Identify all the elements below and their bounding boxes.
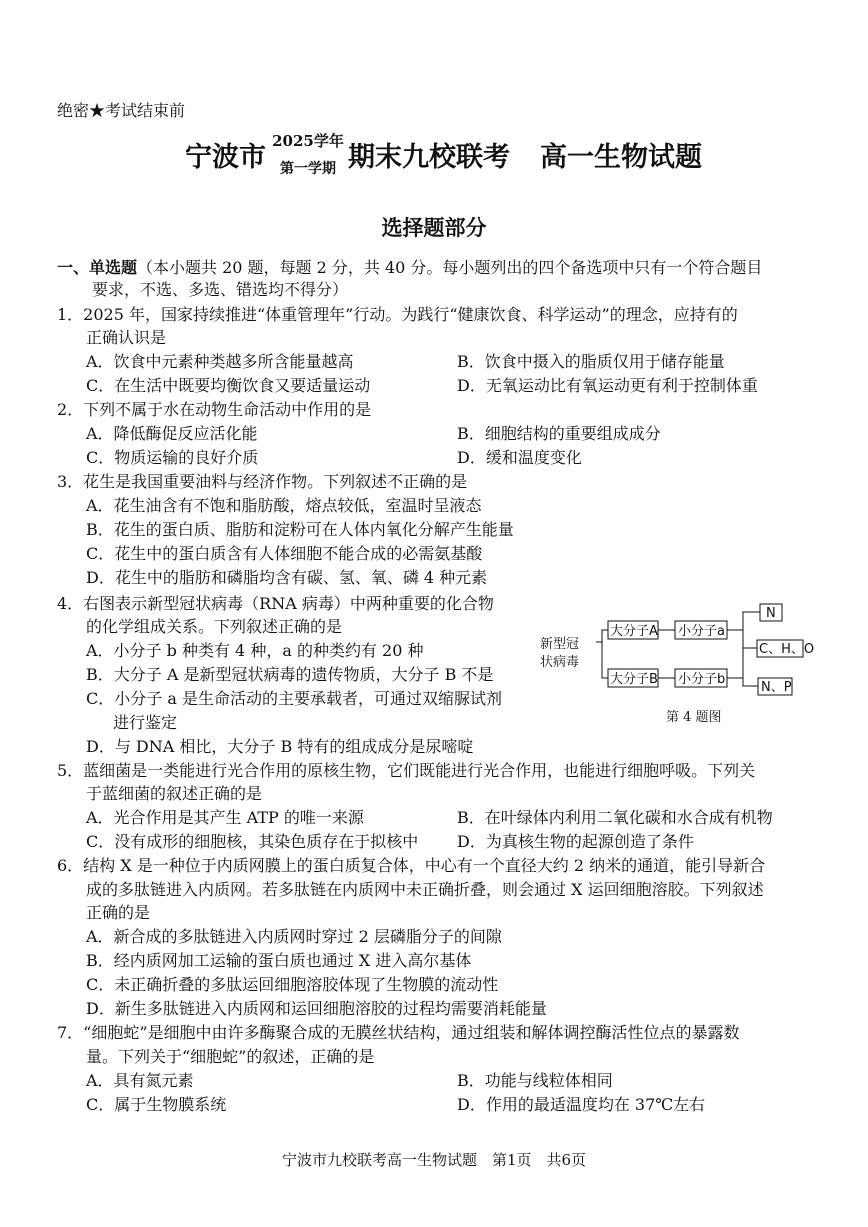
instructions-line-1 [57, 258, 762, 278]
q2-option-c: C．物质运输的良好介质 [86, 448, 259, 467]
q1-option-c: C．在生活中既要均衡饮食又要适量运动 [86, 376, 371, 395]
instructions-label: 一、单选题 [57, 258, 138, 277]
bracket-to-macro-b [602, 642, 608, 678]
elem-np-label: N、P [761, 680, 792, 695]
q5-option-b: B．在叶绿体内利用二氧化碳和水合成有机物 [457, 808, 773, 827]
exam-title [0, 132, 868, 178]
virus-label-2: 状病毒 [540, 655, 580, 670]
q1-option-a: A．饮食中元素种类越多所含能量越高 [86, 352, 354, 371]
q4-option-b: B．大分子 A 是新型冠状病毒的遗传物质，大分子 B 不是 [86, 665, 494, 684]
q7-stem-2: 量。下列关于“细胞蛇”的叙述，正确的是 [86, 1047, 375, 1066]
q4-option-c-2: 进行鉴定 [113, 713, 178, 732]
section-heading: 选择题部分 [381, 215, 487, 240]
q3-option-c: C．花生中的蛋白质含有人体细胞不能合成的必需氨基酸 [86, 544, 483, 563]
instructions-text-1: （本小题共 20 题，每题 2 分，共 40 分。每小题列出的四个备选项中只有一个符合题目 [137, 258, 763, 277]
q3-option-a: A．花生油含有不饱和脂肪酸，熔点较低，室温时呈液态 [86, 496, 482, 515]
q7-option-d: D．作用的最适温度均在 37℃左右 [457, 1095, 706, 1114]
q5-option-a: A．光合作用是其产生 ATP 的唯一来源 [86, 808, 364, 827]
q6-stem-3: 正确的是 [86, 903, 151, 922]
small-a-label: 小分子a [678, 624, 725, 639]
q4-option-c-1: C．小分子 a 是生命活动的主要承载者，可通过双缩脲试剂 [86, 689, 502, 708]
q4-figure [538, 598, 815, 728]
q2-option-d: D．缓和温度变化 [457, 448, 582, 467]
q5-stem-1: 5．蓝细菌是一类能进行光合作用的原核生物，它们既能进行光合作用，也能进行细胞呼吸。下列关 [57, 761, 756, 780]
q2-option-a: A．降低酶促反应活化能 [86, 424, 258, 443]
title-city: 宁波市 [185, 142, 266, 173]
q6-stem-1: 6．结构 X 是一种位于内质网膜上的蛋白质复合体，中心有一个直径大约 2 纳米的通道，能引导新合 [57, 856, 766, 875]
q7-option-c: C．属于生物膜系统 [86, 1095, 227, 1114]
q4-diagram [538, 598, 815, 708]
connector-a-n [727, 612, 760, 630]
page-footer: 宁波市九校联考高一生物试题 第1页 共6页 [281, 1151, 587, 1169]
elem-n-label: N [766, 606, 776, 621]
q7-option-a: A．具有氮元素 [86, 1071, 194, 1090]
macro-a-label: 大分子A [610, 624, 658, 639]
small-b-label: 小分子b [678, 672, 726, 687]
title-exam-name: 期末九校联考 [348, 142, 510, 173]
q6-option-b: B．经内质网加工运输的蛋白质也通过 X 进入高尔基体 [86, 951, 472, 970]
q2-option-b: B．细胞结构的重要组成成分 [457, 424, 661, 443]
q4-stem-2: 的化学组成关系。下列叙述正确的是 [86, 617, 343, 636]
title-subject: 高一生物试题 [540, 142, 702, 173]
title-term: 第一学期 [280, 161, 336, 177]
figure-caption: 第 4 题图 [666, 710, 722, 725]
q5-stem-2: 于蓝细菌的叙述正确的是 [86, 784, 263, 803]
connector-a-cho [743, 630, 757, 648]
bracket-to-macro-a [596, 630, 608, 642]
q3-option-d: D．花生中的脂肪和磷脂均含有碳、氢、氧、磷 4 种元素 [86, 568, 488, 587]
macro-b-label: 大分子B [610, 672, 658, 687]
instructions-line-2: 要求，不选、多选、错选均不得分） [92, 280, 349, 299]
q3-option-b: B．花生的蛋白质、脂肪和淀粉可在人体内氧化分解产生能量 [86, 520, 514, 539]
q1-stem-1: 1．2025 年，国家持续推进“体重管理年”行动。为践行“健康饮食、科学运动”的理念，应持有的 [57, 305, 738, 324]
q6-option-c: C．未正确折叠的多肽运回细胞溶胶体现了生物膜的流动性 [86, 975, 499, 994]
confidential-label: 绝密★考试结束前 [57, 101, 186, 120]
q6-option-d: D．新生多肽链进入内质网和运回细胞溶胶的过程均需要消耗能量 [86, 999, 547, 1018]
q4-option-d: D．与 DNA 相比，大分子 B 特有的组成成分是尿嘧啶 [86, 737, 474, 756]
q4-option-a: A．小分子 b 种类有 4 种，a 的种类约有 20 种 [86, 641, 424, 660]
q7-stem-1: 7．“细胞蛇”是细胞中由许多酶聚合成的无膜丝状结构，通过组装和解体调控酶活性位点的暴露数 [57, 1023, 740, 1042]
virus-label-1: 新型冠 [540, 637, 580, 652]
q7-option-b: B．功能与线粒体相同 [457, 1071, 613, 1090]
title-year: 2025学年 [272, 132, 344, 150]
elem-cho-label: C、H、O [759, 642, 815, 657]
q1-option-d: D．无氧运动比有氧运动更有利于控制体重 [457, 376, 758, 395]
q4-stem-1: 4．右图表示新型冠状病毒（RNA 病毒）中两种重要的化合物 [57, 594, 494, 613]
connector-b-cho [727, 648, 743, 678]
q6-option-a: A．新合成的多肽链进入内质网时穿过 2 层磷脂分子的间隙 [86, 927, 502, 946]
q5-option-d: D．为真核生物的起源创造了条件 [457, 832, 694, 851]
q3-stem-1: 3．花生是我国重要油料与经济作物。下列叙述不正确的是 [57, 472, 468, 491]
q6-stem-2: 成的多肽链进入内质网。若多肽链在内质网中未正确折叠，则会通过 X 运回细胞溶胶。下列叙述 [86, 880, 764, 899]
q2-stem-1: 2．下列不属于水在动物生命活动中作用的是 [57, 400, 372, 419]
connector-b-np [743, 678, 758, 686]
q1-stem-2: 正确认识是 [86, 328, 167, 347]
title-term-stack [266, 132, 350, 178]
q5-option-c: C．没有成形的细胞核，其染色质存在于拟核中 [86, 832, 419, 851]
q1-option-b: B．饮食中摄入的脂质仅用于储存能量 [457, 352, 725, 371]
